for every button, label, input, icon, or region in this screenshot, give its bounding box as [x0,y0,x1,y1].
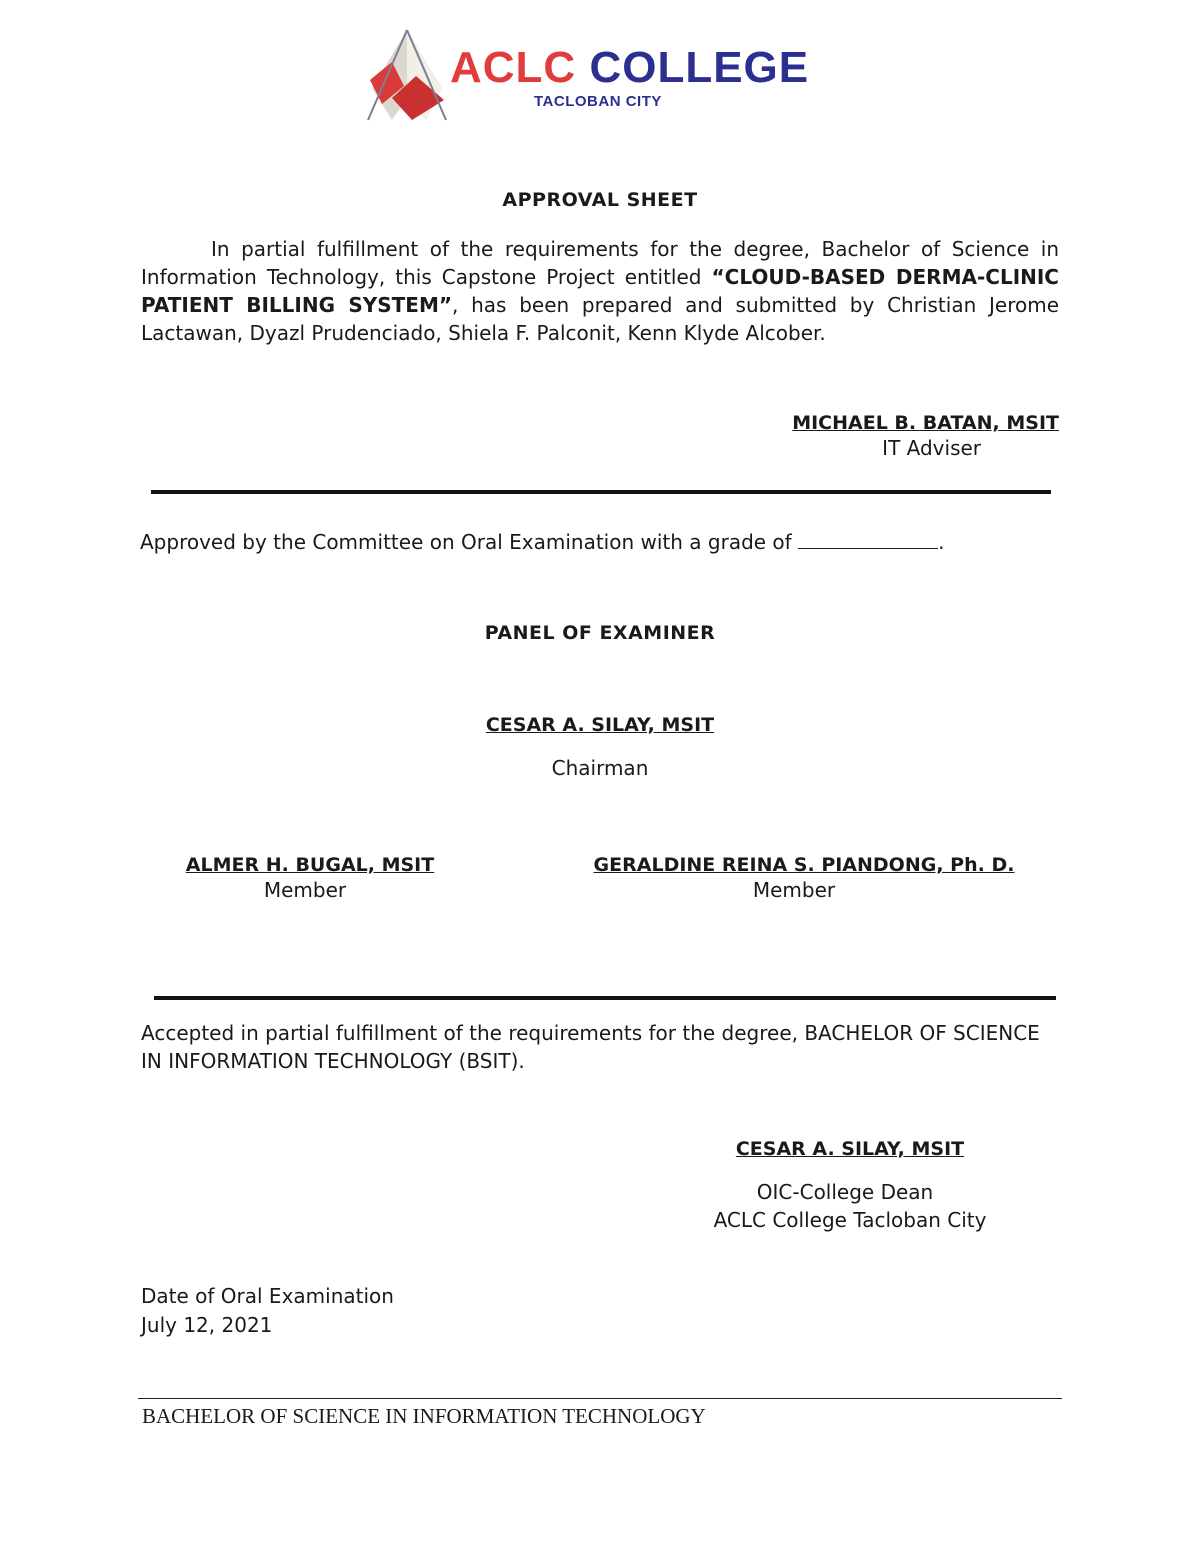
acceptance-paragraph: Accepted in partial fulfillment of the requirements for the degree, BACHELOR OF SCIENCE IN INFORMATION TECHNOLOGY (BSIT). [141,1021,1040,1073]
adviser-signature [792,412,1059,460]
intro-text-2: , has been prepared and submitted by Christian Jerome Lactawan, Dyazl Prudenciado, Shiela F. Palconit, Kenn Klyde Alcober. [141,293,1060,345]
exam-date-value: July 12, 2021 [141,1313,273,1337]
approval-period: . [938,530,945,554]
dean-role: OIC-College Dean [756,1180,934,1204]
college-logo [362,28,810,124]
exam-date-label: Date of Oral Examination [141,1284,394,1308]
project-title: “CLOUD-BASED DERMA-CLINIC PATIENT BILLING SYSTEM” [141,265,1059,317]
member-signature-2 [584,854,1024,902]
section-divider [151,490,1051,494]
grade-blank [798,530,938,549]
section-divider [154,996,1056,1000]
logo-wordmark [450,43,810,92]
adviser-name: MICHAEL B. BATAN, MSIT [792,412,1059,434]
chairman-signature [0,714,1200,780]
chairman-name: CESAR A. SILAY, MSIT [485,714,715,736]
dean-institution: ACLC College Tacloban City [713,1208,987,1232]
panel-title: PANEL OF EXAMINER [484,622,716,644]
logo-word-college: COLLEGE [589,43,810,92]
aclc-emblem-icon [362,28,452,124]
intro-text-1: In partial fulfillment of the requirements for the degree, Bachelor of Science in Information Technology, this Capstone Project entitled [141,237,1059,289]
logo-subtitle: TACLOBAN CITY [534,93,662,110]
intro-paragraph [141,235,1059,347]
page-footer: BACHELOR OF SCIENCE IN INFORMATION TECHNOLOGY [142,1404,706,1428]
approval-line [140,530,944,554]
footer-rule [138,1398,1062,1399]
member-role: Member [263,878,347,902]
dean-name: CESAR A. SILAY, MSIT [735,1138,965,1160]
dean-signature [690,1138,1010,1232]
member-role: Member [752,878,836,902]
logo-word-aclc: ACLC [450,43,577,92]
member-name: GERALDINE REINA S. PIANDONG, Ph. D. [593,854,1015,876]
member-name: ALMER H. BUGAL, MSIT [185,854,435,876]
member-signature-1 [180,854,440,902]
exam-date-block [141,1282,394,1340]
adviser-role: IT Adviser [882,436,982,460]
approval-text: Approved by the Committee on Oral Examination with a grade of [140,530,799,554]
page-title: APPROVAL SHEET [502,189,698,211]
chairman-role: Chairman [551,756,649,780]
